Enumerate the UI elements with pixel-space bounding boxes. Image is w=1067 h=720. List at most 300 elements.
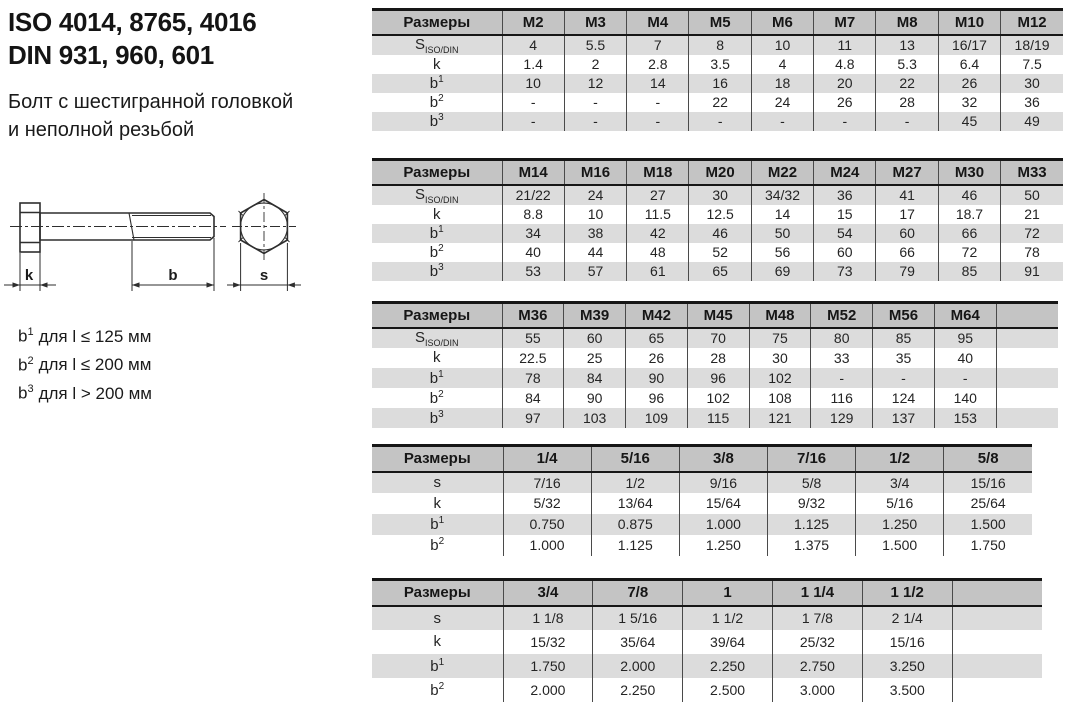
value-cell: 1.375: [767, 535, 855, 556]
row-label: [372, 493, 503, 514]
footnote-superscript: 2: [27, 354, 34, 367]
header-label: Размеры: [372, 580, 503, 606]
value-cell: 5/16: [856, 493, 944, 514]
value-cell: 22: [689, 93, 751, 112]
value-cell: 1.000: [679, 514, 767, 535]
value-cell: 115: [687, 408, 749, 428]
title-block: [8, 6, 256, 72]
value-cell: 28: [876, 93, 938, 112]
row-label-base: b: [429, 389, 439, 407]
value-cell: 61: [627, 262, 689, 281]
row-label-base: k: [433, 494, 441, 512]
value-cell: 70: [687, 328, 749, 348]
row-label-superscript: 1: [438, 515, 445, 526]
row-label-base: k: [433, 205, 441, 223]
value-cell: 10: [564, 205, 626, 224]
value-cell: 7: [627, 35, 689, 55]
header-label: Размеры: [372, 446, 503, 472]
value-cell: 18.7: [938, 205, 1000, 224]
footnotes: [18, 320, 152, 406]
column-header: M30: [938, 160, 1000, 185]
value-cell: 7/16: [503, 472, 591, 493]
row-label: [372, 35, 502, 55]
value-cell: -: [873, 368, 935, 388]
value-cell: 102: [687, 388, 749, 408]
column-header: 1 1/4: [772, 580, 862, 606]
value-cell: 56: [751, 243, 813, 262]
value-cell: 10: [751, 35, 813, 55]
value-cell: 45: [938, 112, 1000, 131]
value-cell: 108: [749, 388, 811, 408]
value-cell: 129: [811, 408, 873, 428]
table-row: [372, 388, 1058, 408]
value-cell: -: [814, 112, 876, 131]
row-label: [372, 408, 502, 428]
table-row: [372, 514, 1032, 535]
row-label-superscript: 1: [438, 224, 444, 235]
value-cell: 0.750: [503, 514, 591, 535]
value-cell: 18/19: [1001, 35, 1063, 55]
row-label-superscript: 3: [438, 262, 444, 273]
value-cell: 55: [502, 328, 564, 348]
row-label-base: k: [433, 633, 441, 650]
row-label: [372, 678, 503, 702]
value-cell: 40: [934, 348, 996, 368]
row-label-base: k: [433, 55, 441, 73]
value-cell: 1.125: [767, 514, 855, 535]
row-label-superscript: 3: [438, 112, 444, 123]
title-din: DIN 931, 960, 601: [8, 40, 214, 70]
value-cell: 38: [564, 224, 626, 243]
footnote-text: для l ≤ 200 мм: [38, 355, 152, 375]
value-cell: -: [502, 112, 564, 131]
row-label: [372, 328, 502, 348]
value-cell: -: [502, 93, 564, 112]
table-row: [372, 74, 1063, 93]
value-cell: 57: [564, 262, 626, 281]
column-header: 1/4: [503, 446, 591, 472]
value-cell: 16: [689, 74, 751, 93]
value-cell: 0.875: [591, 514, 679, 535]
table-row: [372, 55, 1063, 74]
value-cell: 21/22: [502, 185, 564, 205]
value-cell: 1 5/16: [593, 606, 683, 630]
value-cell: 32: [938, 93, 1000, 112]
row-label-base: b: [429, 94, 439, 111]
table-header-row: [372, 580, 1042, 606]
value-cell: 34: [502, 224, 564, 243]
column-header: M56: [873, 303, 935, 328]
value-cell: 25/32: [772, 630, 862, 654]
table-row: [372, 112, 1063, 131]
dim-label-s: s: [259, 267, 269, 284]
table-header-row: [372, 446, 1032, 472]
value-cell: -: [564, 93, 626, 112]
value-cell: 124: [873, 388, 935, 408]
value-cell: 1.750: [944, 535, 1032, 556]
table-row: [372, 493, 1032, 514]
row-label: [372, 112, 502, 131]
value-cell: 7.5: [1001, 55, 1063, 74]
value-cell: 10: [502, 74, 564, 93]
table-row: [372, 328, 1058, 348]
value-cell: 1.750: [503, 654, 593, 678]
value-cell: 2 1/4: [862, 606, 952, 630]
value-cell: 40: [502, 243, 564, 262]
value-cell: 2.500: [683, 678, 773, 702]
footnote-symbol: b: [18, 383, 28, 403]
value-cell: 5/32: [503, 493, 591, 514]
row-label-base: b: [429, 409, 439, 427]
row-label-base: S: [414, 185, 425, 203]
value-cell: 109: [626, 408, 688, 428]
value-cell: 5.3: [876, 55, 938, 74]
value-cell: 2.000: [593, 654, 683, 678]
value-cell: 50: [751, 224, 813, 243]
value-cell: 22.5: [502, 348, 564, 368]
value-cell: 90: [564, 388, 626, 408]
value-cell: 60: [876, 224, 938, 243]
row-label: [372, 472, 503, 493]
row-label: [372, 74, 502, 93]
value-cell: 4: [751, 55, 813, 74]
row-label-base: b: [429, 263, 439, 280]
row-label-subscript: ISO/DIN: [425, 337, 459, 348]
row-label: [372, 93, 502, 112]
column-header: M20: [689, 160, 751, 185]
row-label-base: k: [433, 349, 441, 366]
header-label: Размеры: [372, 10, 502, 35]
value-cell: 34/32: [751, 185, 813, 205]
value-cell: 33: [811, 348, 873, 368]
value-cell-empty: [996, 328, 1058, 348]
header-label: Размеры: [372, 160, 502, 185]
subtitle-line-1: Болт с шестигранной головкой: [8, 91, 294, 113]
table-row: [372, 185, 1063, 205]
column-header: M10: [938, 10, 1000, 35]
value-cell: -: [627, 93, 689, 112]
value-cell: 121: [749, 408, 811, 428]
bolt-head: [20, 203, 40, 252]
bolt-diagram: [2, 190, 332, 308]
table-row: [372, 205, 1063, 224]
value-cell: 26: [626, 348, 688, 368]
column-header: 5/8: [944, 446, 1032, 472]
value-cell: 14: [751, 205, 813, 224]
value-cell: 1.500: [856, 535, 944, 556]
value-cell: 36: [814, 185, 876, 205]
column-header: M45: [687, 303, 749, 328]
value-cell: 44: [564, 243, 626, 262]
table-row: [372, 262, 1063, 281]
value-cell: 95: [934, 328, 996, 348]
value-cell: 18: [751, 74, 813, 93]
column-header: 7/8: [593, 580, 683, 606]
row-label-base: b: [429, 225, 439, 242]
row-label: [372, 535, 503, 556]
row-label-base: b: [430, 657, 439, 675]
value-cell: 84: [564, 368, 626, 388]
value-cell: 48: [627, 243, 689, 262]
table-row: [372, 535, 1032, 556]
column-header: M22: [751, 160, 813, 185]
column-header: M2: [502, 10, 564, 35]
column-header: M36: [502, 303, 564, 328]
value-cell: 3.500: [862, 678, 952, 702]
value-cell: 15/32: [503, 630, 593, 654]
value-cell-empty: [952, 654, 1042, 678]
table-row: [372, 606, 1042, 630]
value-cell: 96: [626, 388, 688, 408]
footnote-text: для l ≤ 125 мм: [38, 326, 152, 346]
footnote-symbol: b: [18, 355, 28, 375]
row-label-base: b: [430, 537, 439, 554]
value-cell: 22: [876, 74, 938, 93]
value-cell: 66: [876, 243, 938, 262]
value-cell: 36: [1001, 93, 1063, 112]
value-cell: -: [811, 368, 873, 388]
table-row: [372, 93, 1063, 112]
value-cell: 28: [687, 348, 749, 368]
row-label-superscript: 1: [438, 74, 444, 85]
table-row: [372, 348, 1058, 368]
column-header: 3/4: [503, 580, 593, 606]
footnote-line-1: [18, 320, 152, 349]
value-cell-empty: [952, 678, 1042, 702]
row-label-base: b: [429, 113, 439, 130]
dimensions-table-1: [372, 8, 1063, 131]
value-cell: 97: [502, 408, 564, 428]
row-label-superscript: 2: [438, 536, 445, 547]
row-label-subscript: ISO/DIN: [425, 44, 459, 55]
hex-end-view: [232, 193, 296, 260]
column-header: M14: [502, 160, 564, 185]
column-header: 1/2: [856, 446, 944, 472]
column-header: M52: [811, 303, 873, 328]
column-header: M16: [564, 160, 626, 185]
dim-label-k: k: [24, 267, 34, 284]
value-cell: 11: [814, 35, 876, 55]
value-cell: 13/64: [591, 493, 679, 514]
value-cell: 1.000: [503, 535, 591, 556]
column-header: M3: [564, 10, 626, 35]
value-cell: 14: [627, 74, 689, 93]
table-row: [372, 35, 1063, 55]
value-cell: 5.5: [564, 35, 626, 55]
row-label-base: b: [429, 244, 439, 261]
row-label: [372, 348, 502, 368]
column-header: M6: [751, 10, 813, 35]
footnote-line-2: [18, 349, 152, 378]
column-header: M27: [876, 160, 938, 185]
header-label: Размеры: [372, 303, 502, 328]
column-header: M12: [1001, 10, 1063, 35]
value-cell: 30: [689, 185, 751, 205]
value-cell: 21: [1001, 205, 1063, 224]
value-cell: 102: [749, 368, 811, 388]
value-cell: 52: [689, 243, 751, 262]
row-label: [372, 388, 502, 408]
table-row: [372, 630, 1042, 654]
row-label-subscript: ISO/DIN: [425, 194, 459, 205]
row-label-superscript: 2: [438, 680, 445, 692]
footnote-line-3: [18, 377, 152, 406]
value-cell: 2.250: [683, 654, 773, 678]
row-label-superscript: 1: [438, 368, 444, 380]
value-cell: 46: [938, 185, 1000, 205]
row-label-superscript: 2: [438, 93, 444, 104]
column-header: 1 1/2: [862, 580, 952, 606]
row-label: [372, 224, 502, 243]
dimensions-table-3: [372, 301, 1058, 428]
value-cell: 15/16: [944, 472, 1032, 493]
subtitle-block: [8, 88, 293, 144]
value-cell: 60: [564, 328, 626, 348]
value-cell: 24: [751, 93, 813, 112]
value-cell: 9/32: [767, 493, 855, 514]
value-cell: 3.250: [862, 654, 952, 678]
value-cell-empty: [996, 368, 1058, 388]
value-cell: 27: [627, 185, 689, 205]
table-row: [372, 472, 1032, 493]
value-cell: 103: [564, 408, 626, 428]
value-cell: 42: [627, 224, 689, 243]
value-cell: 8.8: [502, 205, 564, 224]
value-cell: -: [627, 112, 689, 131]
value-cell: 3/4: [856, 472, 944, 493]
row-label-superscript: 1: [438, 656, 445, 668]
value-cell: -: [689, 112, 751, 131]
value-cell: 73: [814, 262, 876, 281]
value-cell: 39/64: [683, 630, 773, 654]
value-cell: 9/16: [679, 472, 767, 493]
column-header: M48: [749, 303, 811, 328]
value-cell: 65: [626, 328, 688, 348]
value-cell: 2.750: [772, 654, 862, 678]
column-header: M7: [814, 10, 876, 35]
value-cell: 3.000: [772, 678, 862, 702]
column-header-empty: [952, 580, 1042, 606]
value-cell: 1 1/2: [683, 606, 773, 630]
table-row: [372, 224, 1063, 243]
value-cell: 65: [689, 262, 751, 281]
row-label: [372, 630, 503, 654]
table-row: [372, 654, 1042, 678]
footnote-superscript: 1: [27, 326, 34, 338]
value-cell: 69: [751, 262, 813, 281]
value-cell: 72: [1001, 224, 1063, 243]
value-cell: 5/8: [767, 472, 855, 493]
column-header: M4: [627, 10, 689, 35]
column-header: 7/16: [767, 446, 855, 472]
footnote-superscript: 3: [27, 383, 34, 396]
row-label: [372, 654, 503, 678]
value-cell: 17: [876, 205, 938, 224]
value-cell: 96: [687, 368, 749, 388]
column-header: 3/8: [679, 446, 767, 472]
value-cell: 1 1/8: [503, 606, 593, 630]
value-cell: 25: [564, 348, 626, 368]
row-label-base: S: [414, 328, 425, 346]
value-cell: 12: [564, 74, 626, 93]
value-cell: 153: [934, 408, 996, 428]
column-header: M8: [876, 10, 938, 35]
value-cell: 41: [876, 185, 938, 205]
column-header: M24: [814, 160, 876, 185]
value-cell: 1 7/8: [772, 606, 862, 630]
column-header: M42: [626, 303, 688, 328]
row-label-base: s: [433, 609, 441, 627]
footnote-text: для l > 200 мм: [38, 383, 152, 403]
value-cell: -: [751, 112, 813, 131]
value-cell: 30: [1001, 74, 1063, 93]
column-header: M5: [689, 10, 751, 35]
value-cell: 85: [873, 328, 935, 348]
value-cell: 85: [938, 262, 1000, 281]
column-header: M39: [564, 303, 626, 328]
subtitle-line-2: и неполной резьбой: [8, 119, 195, 141]
value-cell: 140: [934, 388, 996, 408]
row-label: [372, 205, 502, 224]
value-cell: 53: [502, 262, 564, 281]
value-cell: -: [876, 112, 938, 131]
row-label: [372, 368, 502, 388]
value-cell: 2.000: [503, 678, 593, 702]
value-cell: 66: [938, 224, 1000, 243]
row-label-base: b: [429, 75, 439, 92]
value-cell: -: [934, 368, 996, 388]
row-label: [372, 606, 503, 630]
dimension-labels: [25, 267, 268, 284]
table-row: [372, 408, 1058, 428]
value-cell-empty: [996, 348, 1058, 368]
table-row: [372, 243, 1063, 262]
row-label: [372, 514, 503, 535]
value-cell: 1.500: [944, 514, 1032, 535]
value-cell: 16/17: [938, 35, 1000, 55]
dimension-lines: [4, 238, 301, 291]
row-label: [372, 262, 502, 281]
value-cell: 72: [938, 243, 1000, 262]
value-cell: 50: [1001, 185, 1063, 205]
dimensions-table-5: [372, 578, 1042, 702]
value-cell: 2.8: [627, 55, 689, 74]
value-cell: 25/64: [944, 493, 1032, 514]
value-cell: 15: [814, 205, 876, 224]
value-cell: 84: [502, 388, 564, 408]
row-label: [372, 243, 502, 262]
table-row: [372, 368, 1058, 388]
value-cell: 90: [626, 368, 688, 388]
value-cell: 15/64: [679, 493, 767, 514]
value-cell: 24: [564, 185, 626, 205]
table-header-row: [372, 10, 1063, 35]
value-cell: 8: [689, 35, 751, 55]
value-cell-empty: [952, 630, 1042, 654]
value-cell: 1.4: [502, 55, 564, 74]
column-header: M64: [934, 303, 996, 328]
column-header: M33: [1001, 160, 1063, 185]
value-cell: 80: [811, 328, 873, 348]
value-cell: 137: [873, 408, 935, 428]
footnote-symbol: b: [18, 326, 28, 346]
bolt-side-view: [20, 203, 214, 252]
row-label: [372, 185, 502, 205]
row-label-superscript: 2: [438, 388, 444, 400]
value-cell: 26: [938, 74, 1000, 93]
value-cell: 1.250: [856, 514, 944, 535]
value-cell: 3.5: [689, 55, 751, 74]
